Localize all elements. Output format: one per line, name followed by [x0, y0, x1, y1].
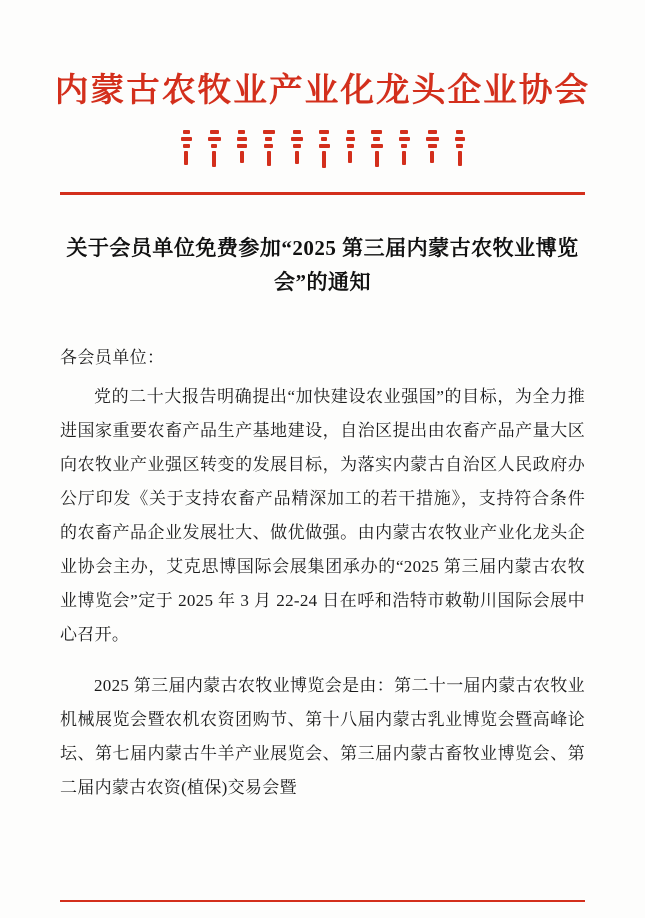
paragraph: 2025 第三届内蒙古农牧业博览会是由：第二十一届内蒙古农牧业机械展览会暨农机农资团购节、第十八届内蒙古乳业博览会暨高峰论坛、第七届内蒙古牛羊产业展览会、第三届内蒙古畜牧业博览会、第二届内蒙古农资(植保)交易会暨 — [60, 676, 585, 798]
letterhead — [54, 0, 591, 195]
letterhead-divider — [60, 192, 585, 195]
mongolian-word — [426, 130, 439, 163]
organization-title: 内蒙古农牧业产业化龙头企业协会 — [54, 73, 591, 109]
mongolian-word — [181, 130, 192, 165]
mongolian-word — [208, 130, 221, 167]
mongolian-word — [371, 130, 383, 167]
mongolian-word — [346, 130, 355, 163]
mongolian-word — [319, 130, 330, 168]
mongolian-word — [455, 130, 465, 166]
footer-divider — [60, 900, 585, 902]
mongolian-word — [291, 130, 303, 164]
paragraph: 党的二十大报告明确提出“加快建设农业强国”的目标，为全力推进国家重要农畜产品生产基地建设，自治区提出由农畜产品产量大区向农牧业产业强区转变的发展目标，为落实内蒙古自治区人民政府办公厅印发《关于支持农畜产品精深加工的若干措施》，支持符合条件的农畜产品企业发展壮大、做优做强。由内蒙古农牧业产业化龙头企业协会主办，艾克思博国际会展集团承办的“2025 第三届内蒙古农牧业博览会”定于 2025 年 3 月 22-24 日在呼和浩特市敕勒川国际会展中心召开。 — [60, 387, 585, 645]
body-text — [60, 374, 585, 822]
mongolian-script-line — [60, 130, 585, 176]
mongolian-word — [399, 130, 410, 165]
salutation: 各会员单位： — [60, 347, 165, 367]
page-title: 关于会员单位免费参加“2025 第三届内蒙古农牧业博览会”的通知 — [66, 235, 579, 295]
mongolian-word — [263, 130, 275, 166]
mongolian-word — [237, 130, 247, 163]
